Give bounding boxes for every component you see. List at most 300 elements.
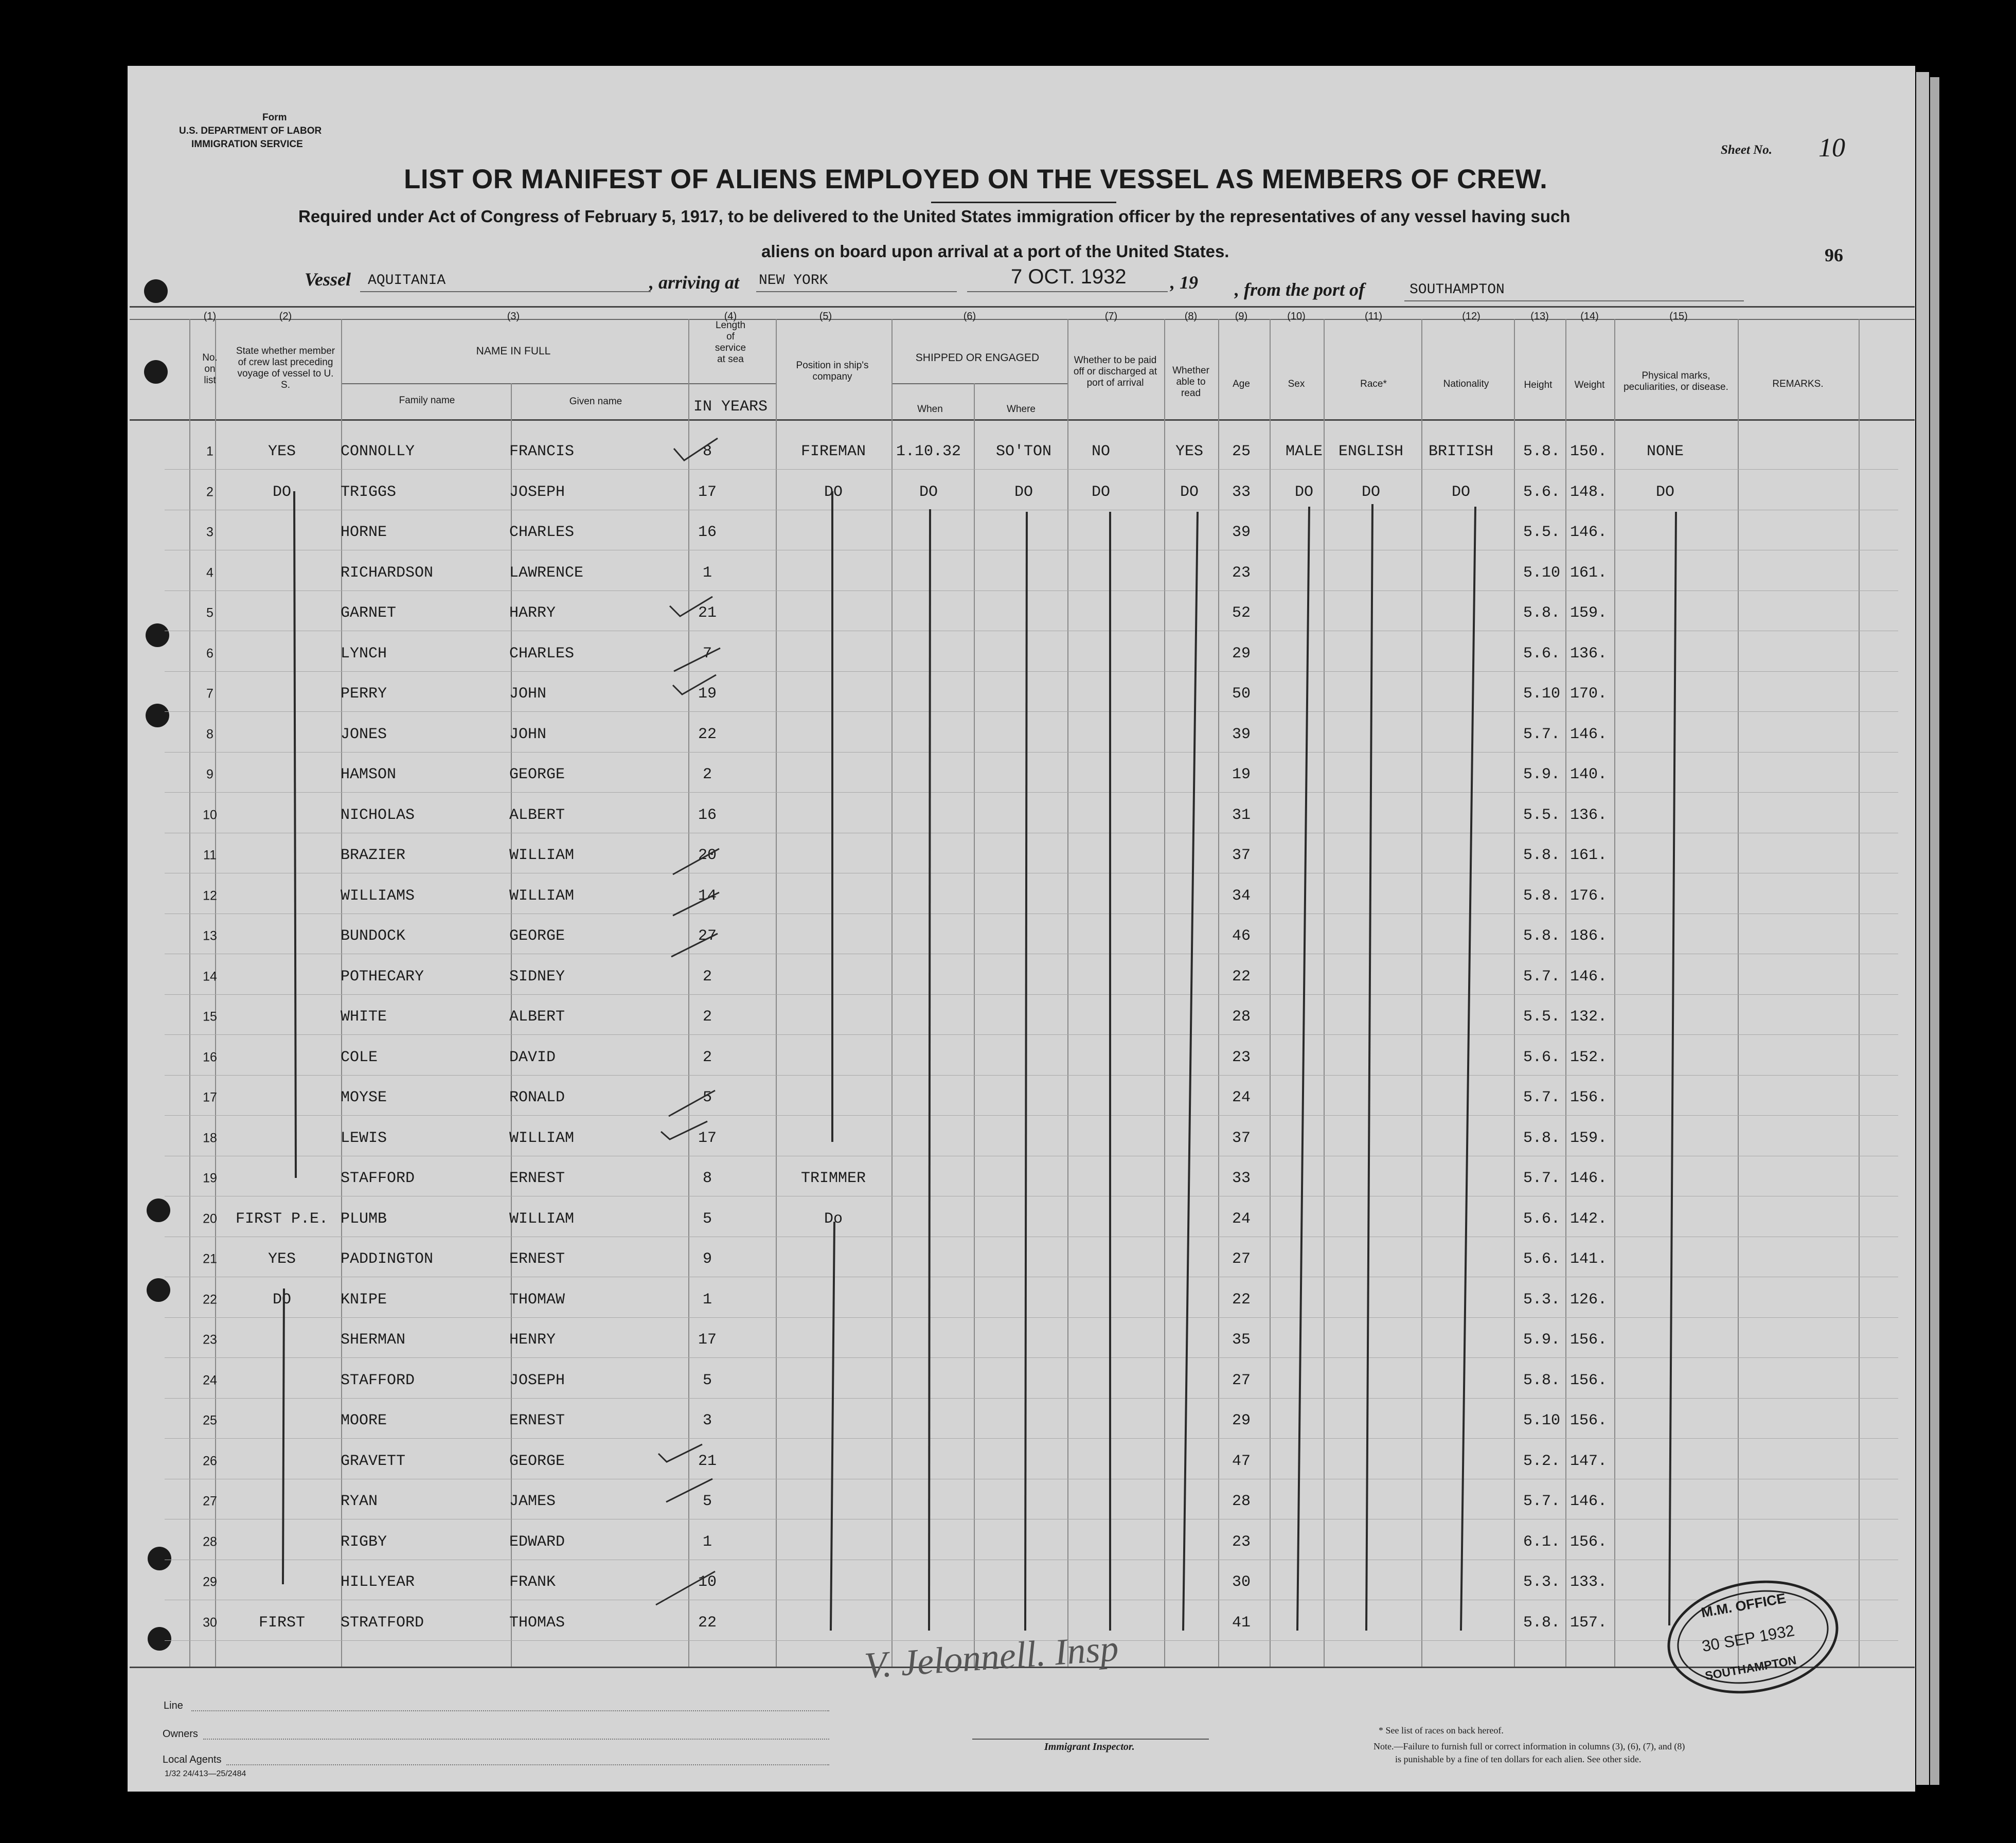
sex: DO xyxy=(1294,483,1314,501)
given-name: DAVID xyxy=(509,1048,556,1066)
punch-hole xyxy=(146,623,169,647)
weight: 186. xyxy=(1569,927,1608,945)
row-rule xyxy=(165,792,1898,793)
row-number: 11 xyxy=(203,848,217,863)
header-sex: Sex xyxy=(1288,379,1305,389)
years-at-sea: 21 xyxy=(698,1452,717,1470)
given-name: JOHN xyxy=(509,725,547,743)
fine-note-line-2: is punishable by a fine of ten dollars for each alien. See other side. xyxy=(1395,1754,1642,1764)
column-number: (13) xyxy=(1530,311,1549,322)
given-name: WILLIAM xyxy=(509,1210,575,1228)
shipped-subheader-rule xyxy=(891,383,1067,384)
age: 27 xyxy=(1232,1371,1251,1389)
column-divider xyxy=(1067,319,1068,1667)
height: 5.8. xyxy=(1523,443,1561,460)
previous-voyage: FIRST xyxy=(258,1614,306,1632)
given-name: WILLIAM xyxy=(509,847,575,864)
given-name: GEORGE xyxy=(509,927,565,945)
weight: 159. xyxy=(1569,1129,1608,1147)
given-name: JOSEPH xyxy=(509,1371,565,1389)
age: 29 xyxy=(1232,645,1251,663)
row-number: 29 xyxy=(203,1574,217,1589)
column-divider xyxy=(1859,319,1860,1667)
previous-voyage: YES xyxy=(267,443,296,460)
height: 5.6. xyxy=(1523,1048,1561,1066)
age: 19 xyxy=(1232,766,1251,783)
row-number: 27 xyxy=(203,1494,217,1509)
given-name: THOMAS xyxy=(509,1614,565,1632)
header-given-name: Given name xyxy=(569,396,622,407)
column-number: (10) xyxy=(1287,311,1306,322)
row-number: 7 xyxy=(206,686,213,701)
row-number: 14 xyxy=(203,969,217,983)
header-when: When xyxy=(917,404,943,415)
name-subheader-rule xyxy=(341,383,776,384)
years-at-sea: 27 xyxy=(698,927,717,945)
row-number: 22 xyxy=(203,1292,217,1307)
height: 5.10 xyxy=(1523,685,1561,703)
header-able-to-read: Whether able to read xyxy=(1172,365,1209,399)
row-number: 4 xyxy=(206,565,213,580)
row-number: 21 xyxy=(203,1251,217,1266)
age: 39 xyxy=(1232,524,1251,541)
height: 5.5. xyxy=(1523,1008,1561,1026)
given-name: ERNEST xyxy=(509,1250,565,1268)
punch-hole xyxy=(146,704,169,727)
age: 25 xyxy=(1232,443,1251,460)
weight: 156. xyxy=(1569,1089,1608,1106)
family-name: BUNDOCK xyxy=(341,927,406,945)
row-number: 2 xyxy=(206,485,213,499)
years-at-sea: 14 xyxy=(698,887,717,905)
years-at-sea: 17 xyxy=(698,1331,717,1349)
column-divider xyxy=(1324,319,1325,1667)
header-weight: Weight xyxy=(1574,380,1605,390)
weight: 156. xyxy=(1569,1412,1608,1429)
column-number: (7) xyxy=(1104,311,1118,322)
row-number: 19 xyxy=(203,1171,217,1186)
years-at-sea: 2 xyxy=(702,968,712,986)
weight: 133. xyxy=(1569,1573,1608,1591)
row-number: 28 xyxy=(203,1534,217,1549)
subtitle-line-1: Required under Act of Congress of February 5, 1917, to be delivered to the United States immigration officer by the representatives of any vessel having such xyxy=(298,207,1571,226)
years-at-sea: 5 xyxy=(702,1371,712,1389)
family-name: NICHOLAS xyxy=(341,806,415,824)
age: 23 xyxy=(1232,1533,1251,1551)
stamp-port: SOUTHAMPTON xyxy=(1704,1653,1798,1683)
row-rule xyxy=(165,1317,1898,1318)
nationality: BRITISH xyxy=(1428,443,1494,460)
races-note: * See list of races on back hereof. xyxy=(1379,1725,1504,1735)
header-height: Height xyxy=(1524,380,1553,390)
given-name: HARRY xyxy=(509,604,556,622)
row-number: 16 xyxy=(203,1050,217,1064)
family-name: PLUMB xyxy=(341,1210,387,1228)
row-number: 20 xyxy=(203,1211,217,1226)
years-at-sea: 19 xyxy=(698,685,717,703)
sheet-label: Sheet No. xyxy=(1721,143,1772,157)
weight: 161. xyxy=(1569,847,1608,864)
row-number: 1 xyxy=(206,444,213,459)
row-number: 30 xyxy=(203,1615,217,1630)
given-name: WILLIAM xyxy=(509,887,575,905)
row-number: 5 xyxy=(206,605,213,620)
date-rule xyxy=(967,291,1168,292)
row-rule xyxy=(165,1075,1898,1076)
given-name: FRANK xyxy=(509,1573,556,1591)
weight: 170. xyxy=(1569,685,1608,703)
column-divider xyxy=(891,319,893,1667)
height: 5.7. xyxy=(1523,1493,1561,1510)
weight: 146. xyxy=(1569,968,1608,986)
years-at-sea: 9 xyxy=(702,1250,712,1268)
row-rule xyxy=(165,1398,1898,1399)
height: 5.9. xyxy=(1523,766,1561,783)
family-name: MOORE xyxy=(341,1412,387,1429)
age: 29 xyxy=(1232,1412,1251,1429)
age: 22 xyxy=(1232,968,1251,986)
given-name: EDWARD xyxy=(509,1533,565,1551)
family-name: GARNET xyxy=(341,604,397,622)
family-name: HORNE xyxy=(341,524,387,541)
weight: 156. xyxy=(1569,1533,1608,1551)
given-name: FRANCIS xyxy=(509,443,575,460)
row-number: 25 xyxy=(203,1413,217,1428)
header-position: Position in ship's company xyxy=(796,360,869,382)
age: 27 xyxy=(1232,1250,1251,1268)
row-number: 8 xyxy=(206,727,213,741)
column-divider xyxy=(1514,319,1515,1667)
weight: 146. xyxy=(1569,524,1608,541)
height: 5.8. xyxy=(1523,1614,1561,1632)
column-number: (8) xyxy=(1184,311,1198,322)
punch-hole xyxy=(148,1547,171,1570)
age: 31 xyxy=(1232,806,1251,824)
family-name: STAFFORD xyxy=(341,1371,415,1389)
from-port-label: , from the port of xyxy=(1235,279,1365,300)
years-at-sea: 17 xyxy=(698,483,717,501)
age: 28 xyxy=(1232,1008,1251,1026)
vessel-label: Vessel xyxy=(305,269,351,290)
age: 22 xyxy=(1232,1291,1251,1309)
page-edge xyxy=(1916,72,1929,1785)
years-at-sea: 10 xyxy=(698,1573,717,1591)
vessel-value: AQUITANIA xyxy=(368,273,446,289)
age: 37 xyxy=(1232,1129,1251,1147)
row-number: 23 xyxy=(203,1332,217,1347)
weight: 142. xyxy=(1569,1210,1608,1228)
from-port-value: SOUTHAMPTON xyxy=(1410,282,1505,298)
family-name: HAMSON xyxy=(341,766,397,783)
table-top-rule xyxy=(130,306,1915,308)
service-name: IMMIGRATION SERVICE xyxy=(191,139,303,150)
column-divider xyxy=(776,319,777,1667)
height: 5.7. xyxy=(1523,725,1561,743)
family-name: MOYSE xyxy=(341,1089,387,1106)
weight: 146. xyxy=(1569,1493,1608,1510)
given-name: THOMAW xyxy=(509,1291,565,1309)
row-rule xyxy=(165,1438,1898,1439)
header-in-years: IN YEARS xyxy=(693,398,768,416)
row-rule xyxy=(165,711,1898,712)
row-rule xyxy=(165,994,1898,995)
race: ENGLISH xyxy=(1338,443,1404,460)
years-at-sea: 5 xyxy=(702,1493,712,1510)
title-underline xyxy=(931,202,1116,203)
given-name: LAWRENCE xyxy=(509,564,584,582)
column-number: (3) xyxy=(507,311,520,322)
given-name: SIDNEY xyxy=(509,968,565,986)
row-rule xyxy=(165,671,1898,672)
weight: 161. xyxy=(1569,564,1608,582)
physical-marks: DO xyxy=(1655,483,1675,501)
header-shipped-or-engaged: SHIPPED OR ENGAGED xyxy=(915,352,1040,364)
ship-position: DO xyxy=(824,483,843,501)
column-divider xyxy=(974,383,975,1667)
height: 6.1. xyxy=(1523,1533,1561,1551)
height: 5.2. xyxy=(1523,1452,1561,1470)
row-number: 26 xyxy=(203,1454,217,1468)
previous-voyage: DO xyxy=(272,483,292,501)
row-number: 17 xyxy=(203,1090,217,1105)
header-name-in-full: NAME IN FULL xyxy=(476,345,551,357)
row-number: 9 xyxy=(206,767,213,782)
header-no-on-list: No. on list xyxy=(202,352,218,386)
given-name: GEORGE xyxy=(509,1452,565,1470)
given-name: JOSEPH xyxy=(509,483,565,501)
header-rule xyxy=(130,319,1915,320)
nationality: DO xyxy=(1451,483,1471,501)
row-number: 18 xyxy=(203,1131,217,1145)
height: 5.7. xyxy=(1523,1170,1561,1187)
physical-marks: NONE xyxy=(1646,443,1684,460)
header-previous-voyage: State whether member of crew last preceding voyage of vessel to U. S. xyxy=(236,346,335,390)
age: 23 xyxy=(1232,564,1251,582)
punch-hole xyxy=(144,360,168,384)
column-number: (9) xyxy=(1235,311,1248,322)
years-at-sea: 16 xyxy=(698,524,717,541)
print-code: 1/32 24/413—25/2484 xyxy=(165,1769,246,1778)
weight: 156. xyxy=(1569,1371,1608,1389)
column-number: (2) xyxy=(279,311,292,322)
punch-hole xyxy=(148,1627,171,1651)
fine-note-line-1: Note.—Failure to furnish full or correct information in columns (3), (6), (7), and (8) xyxy=(1373,1741,1685,1751)
able-to-read: DO xyxy=(1180,483,1199,501)
previous-voyage: YES xyxy=(267,1250,296,1268)
column-divider xyxy=(1738,319,1739,1667)
family-name: TRIGGS xyxy=(341,483,397,501)
column-number: (11) xyxy=(1364,311,1383,322)
agents-rule xyxy=(226,1764,829,1765)
column-divider xyxy=(1270,319,1271,1667)
row-number: 24 xyxy=(203,1373,217,1387)
stamp-date: 30 SEP 1932 xyxy=(1700,1621,1796,1656)
given-name: GEORGE xyxy=(509,766,565,783)
weight: 150. xyxy=(1569,443,1608,460)
subtitle-line-2: aliens on board upon arrival at a port of the United States. xyxy=(761,242,1229,261)
header-family-name: Family name xyxy=(399,395,455,406)
weight: 141. xyxy=(1569,1250,1608,1268)
header-physical-marks: Physical marks, peculiarities, or disease. xyxy=(1623,370,1728,392)
column-divider xyxy=(1218,319,1219,1667)
age: 24 xyxy=(1232,1210,1251,1228)
family-name: PERRY xyxy=(341,685,387,703)
given-name: ALBERT xyxy=(509,806,565,824)
height: 5.6. xyxy=(1523,645,1561,663)
column-divider xyxy=(189,319,190,1667)
age: 34 xyxy=(1232,887,1251,905)
family-name: RICHARDSON xyxy=(341,564,434,582)
header-nationality: Nationality xyxy=(1443,379,1489,389)
engaged-when: DO xyxy=(919,483,938,501)
line-rule xyxy=(191,1710,829,1711)
given-name: ALBERT xyxy=(509,1008,565,1026)
age: 23 xyxy=(1232,1048,1251,1066)
height: 5.10 xyxy=(1523,564,1561,582)
owners-label: Owners xyxy=(163,1728,198,1740)
header-bottom-rule xyxy=(130,419,1915,421)
years-at-sea: 5 xyxy=(702,1210,712,1228)
row-number: 12 xyxy=(203,888,217,903)
weight: 126. xyxy=(1569,1291,1608,1309)
weight: 136. xyxy=(1569,806,1608,824)
height: 5.8. xyxy=(1523,604,1561,622)
weight: 156. xyxy=(1569,1331,1608,1349)
row-number: 10 xyxy=(203,808,217,822)
punch-hole xyxy=(147,1278,170,1302)
age: 46 xyxy=(1232,927,1251,945)
height: 5.10 xyxy=(1523,1412,1561,1429)
years-at-sea: 20 xyxy=(698,847,717,864)
header-race: Race* xyxy=(1360,379,1387,389)
family-name: STAFFORD xyxy=(341,1170,415,1187)
department-name: U.S. DEPARTMENT OF LABOR xyxy=(179,126,322,136)
years-at-sea: 21 xyxy=(698,604,717,622)
line-label: Line xyxy=(164,1700,183,1711)
height: 5.8. xyxy=(1523,927,1561,945)
header-age: Age xyxy=(1233,379,1250,389)
header-where: Where xyxy=(1007,404,1036,415)
arrival-date: 7 OCT. 1932 xyxy=(1011,265,1127,288)
header-remarks: REMARKS. xyxy=(1772,379,1824,389)
row-number: 3 xyxy=(206,525,213,540)
column-number: (5) xyxy=(819,311,832,322)
family-name: LYNCH xyxy=(341,645,387,663)
sheet-number: 10 xyxy=(1818,133,1845,163)
height: 5.9. xyxy=(1523,1331,1561,1349)
age: 33 xyxy=(1232,483,1251,501)
height: 5.7. xyxy=(1523,1089,1561,1106)
height: 5.8. xyxy=(1523,887,1561,905)
given-name: CHARLES xyxy=(509,524,575,541)
arriving-label: , arriving at xyxy=(649,272,740,293)
able-to-read: YES xyxy=(1175,443,1204,460)
column-number: (4) xyxy=(724,311,737,322)
row-rule xyxy=(165,1034,1898,1035)
weight: 152. xyxy=(1569,1048,1608,1066)
inspector-rule xyxy=(972,1739,1209,1740)
engaged-where: SO'TON xyxy=(995,443,1052,460)
height: 5.5. xyxy=(1523,524,1561,541)
age: 33 xyxy=(1232,1170,1251,1187)
height: 5.5. xyxy=(1523,806,1561,824)
weight: 147. xyxy=(1569,1452,1608,1470)
column-divider xyxy=(1565,319,1566,1667)
family-name: JONES xyxy=(341,725,387,743)
family-name: POTHECARY xyxy=(341,968,424,986)
row-number: 15 xyxy=(203,1009,217,1024)
row-rule xyxy=(165,469,1898,470)
years-at-sea: 5 xyxy=(702,1089,712,1106)
weight: 176. xyxy=(1569,887,1608,905)
age: 41 xyxy=(1232,1614,1251,1632)
height: 5.8. xyxy=(1523,1129,1561,1147)
height: 5.8. xyxy=(1523,847,1561,864)
height: 5.7. xyxy=(1523,968,1561,986)
given-name: WILLIAM xyxy=(509,1129,575,1147)
family-name: RYAN xyxy=(341,1493,378,1510)
age: 50 xyxy=(1232,685,1251,703)
arriving-rule xyxy=(756,291,957,292)
weight: 148. xyxy=(1569,483,1608,501)
previous-voyage: DO xyxy=(272,1291,292,1309)
row-number: 13 xyxy=(203,928,217,943)
page-title: LIST OR MANIFEST OF ALIENS EMPLOYED ON THE VESSEL AS MEMBERS OF CREW. xyxy=(404,164,1548,194)
age: 35 xyxy=(1232,1331,1251,1349)
age: 28 xyxy=(1232,1493,1251,1510)
family-name: HILLYEAR xyxy=(341,1573,415,1591)
years-at-sea: 2 xyxy=(702,1008,712,1026)
column-divider xyxy=(1164,319,1165,1667)
family-name: GRAVETT xyxy=(341,1452,406,1470)
vessel-rule xyxy=(360,291,651,292)
height: 5.6. xyxy=(1523,483,1561,501)
family-name: LEWIS xyxy=(341,1129,387,1147)
family-name: BRAZIER xyxy=(341,847,406,864)
years-at-sea: 16 xyxy=(698,806,717,824)
weight: 146. xyxy=(1569,725,1608,743)
given-name: JAMES xyxy=(509,1493,556,1510)
years-at-sea: 1 xyxy=(702,1533,712,1551)
row-number: 6 xyxy=(206,646,213,660)
previous-voyage: FIRST P.E. xyxy=(235,1210,329,1228)
inspector-signature: V. Jelonnell. Insp xyxy=(863,1627,1120,1687)
years-at-sea: 2 xyxy=(702,766,712,783)
ship-position: FIREMAN xyxy=(800,443,866,460)
weight: 140. xyxy=(1569,766,1608,783)
family-name: PADDINGTON xyxy=(341,1250,434,1268)
family-name: COLE xyxy=(341,1048,378,1066)
years-at-sea: 2 xyxy=(702,1048,712,1066)
punch-hole xyxy=(144,279,168,303)
family-name: WILLIAMS xyxy=(341,887,415,905)
header-length-of-service: Length of service at sea xyxy=(715,320,746,365)
family-name: STRATFORD xyxy=(341,1614,424,1632)
years-at-sea: 17 xyxy=(698,1129,717,1147)
row-rule xyxy=(165,1115,1898,1116)
years-at-sea: 7 xyxy=(702,645,712,663)
age: 39 xyxy=(1232,725,1251,743)
ship-position: Do xyxy=(824,1210,843,1228)
inspector-label: Immigrant Inspector. xyxy=(1044,1741,1135,1752)
owners-rule xyxy=(203,1739,829,1740)
engaged-when: 1.10.32 xyxy=(896,443,961,460)
column-number: (15) xyxy=(1669,311,1688,322)
family-name: CONNOLLY xyxy=(341,443,415,460)
family-name: SHERMAN xyxy=(341,1331,406,1349)
years-at-sea: 22 xyxy=(698,1614,717,1632)
column-number: (6) xyxy=(963,311,976,322)
